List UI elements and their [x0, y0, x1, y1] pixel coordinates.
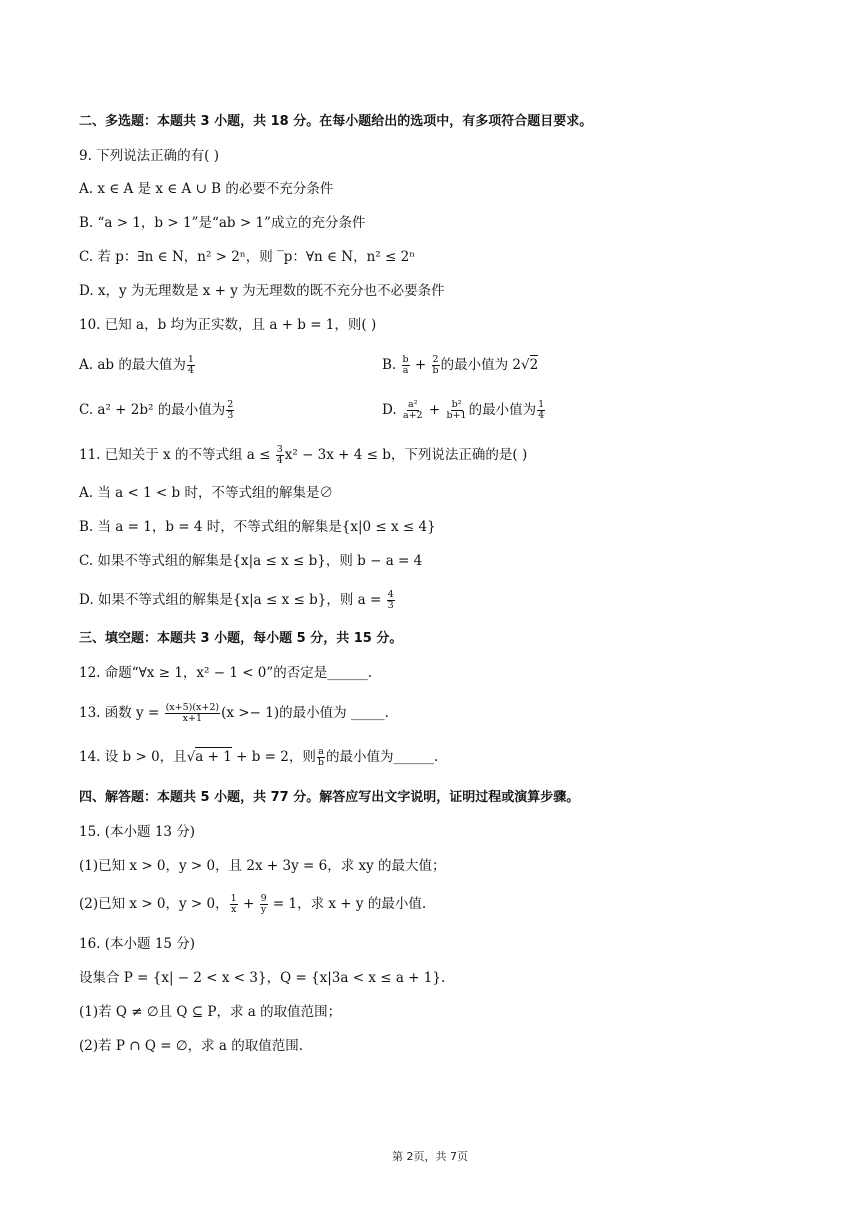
fraction: $\frac{1}{x}$	[230, 893, 237, 915]
question-10-option-a: A. ab 的最大值为 $\frac{1}{4}$	[79, 354, 194, 376]
question-9-option-c: C. 若 p：∃n ∈ N，n² > 2ⁿ，则 ‾p：∀n ∈ N，n² ≤ 2ⁿ	[79, 249, 416, 265]
question-9-option-b: B. “a > 1，b > 1”是“ab > 1”成立的充分条件	[79, 215, 366, 231]
question-15-part-2: (2)已知 x > 0，y > 0， $\frac{1}{x}$ + $\frac{9}{y}$ = 1，求 x + y 的最小值.	[79, 893, 427, 915]
question-12: 12. 命题“∀x ≥ 1，x² − 1 < 0”的否定是______.	[79, 665, 373, 681]
question-10-option-c: C. a² + 2b² 的最小值为 $\frac{2}{3}$	[79, 399, 234, 421]
sqrt-sign: √	[521, 357, 530, 373]
fraction: $\frac{1}{4}$	[538, 399, 545, 421]
question-9-option-a: A. x ∈ A 是 x ∈ A ∪ B 的必要不充分条件	[79, 181, 334, 197]
fraction: $\frac{\text{a²}}{a+2}$	[402, 399, 423, 421]
fraction: $\frac{2}{3}$	[227, 399, 234, 421]
page-footer: 第 2页，共 7页	[392, 1150, 468, 1163]
question-11-option-a: A. 当 a < 1 < b 时，不等式组的解集是∅	[79, 485, 333, 501]
question-13: 13. 函数 y = $\frac{(x+5)(x+2)}{x+1}$ (x >− 1)的最小值为 _____.	[79, 702, 389, 724]
question-10-option-b: B. $\frac{b}{a}$ + $\frac{2}{b}$ 的最小值为 2√2	[382, 354, 539, 376]
question-11-stem: 11. 已知关于 x 的不等式组 a ≤ $\frac{3}{4}$ x² − 3x + 4 ≤ b，下列说法正确的是( )	[79, 444, 528, 466]
fraction: $\frac{9}{y}$	[260, 893, 267, 915]
fraction: $\frac{(x+5)(x+2)}{x+1}$	[165, 702, 220, 724]
sqrt-sign: √	[186, 749, 196, 765]
question-11-option-b: B. 当 a = 1，b = 4 时，不等式组的解集是{x|0 ≤ x ≤ 4}	[79, 519, 436, 535]
question-14: 14. 设 b > 0，且√a + 1 + b = 2，则 $\frac{a}{b}$ 的最小值为______.	[79, 746, 439, 768]
question-9-stem: 9. 下列说法正确的有( )	[79, 148, 219, 164]
section-heading-multiple-choice: 二、多选题：本题共 3 小题，共 18 分。在每小题给出的选项中，有多项符合题目要求。	[79, 114, 593, 129]
question-15-part-1: (1)已知 x > 0，y > 0，且 2x + 3y = 6，求 xy 的最大值；	[79, 858, 446, 874]
question-16-part-1: (1)若 Q ≠ ∅且 Q ⊆ P，求 a 的取值范围；	[79, 1004, 342, 1020]
section-heading-fill-in: 三、填空题：本题共 3 小题，每小题 5 分，共 15 分。	[79, 631, 403, 646]
fraction: $\frac{3}{4}$	[276, 444, 283, 466]
fraction: $\frac{b}{a}$	[402, 354, 409, 376]
section-heading-problems: 四、解答题：本题共 5 小题，共 77 分。解答应写出文字说明，证明过程或演算步骤。	[79, 790, 580, 805]
question-16-part-2: (2)若 P ∩ Q = ∅，求 a 的取值范围.	[79, 1038, 304, 1054]
question-16-setup: 设集合 P = {x| − 2 < x < 3}，Q = {x|3a < x ≤ a + 1}.	[79, 970, 446, 986]
question-15-title: 15. (本小题 13 分)	[79, 824, 196, 840]
question-11-option-c: C. 如果不等式组的解集是{x|a ≤ x ≤ b}，则 b − a = 4	[79, 553, 423, 569]
question-11-option-d: D. 如果不等式组的解集是{x|a ≤ x ≤ b}，则 a = $\frac{4}{3}$	[79, 589, 394, 611]
question-10-stem: 10. 已知 a，b 均为正实数，且 a + b = 1，则( )	[79, 317, 377, 333]
question-16-title: 16. (本小题 15 分)	[79, 936, 196, 952]
fraction: $\frac{a}{b}$	[317, 746, 324, 768]
question-10-option-d: D. $\frac{\text{a²}}{a+2}$ + $\frac{\text{b²}}{b+1}$ 的最小值为 $\frac{1}{4}$	[382, 399, 545, 421]
fraction: $\frac{\text{b²}}{b+1}$	[446, 399, 467, 421]
question-9-option-d: D. x，y 为无理数是 x + y 为无理数的既不充分也不必要条件	[79, 283, 445, 299]
fraction: $\frac{4}{3}$	[387, 589, 394, 611]
fraction: $\frac{2}{b}$	[432, 354, 439, 376]
fraction: $\frac{1}{4}$	[187, 354, 194, 376]
